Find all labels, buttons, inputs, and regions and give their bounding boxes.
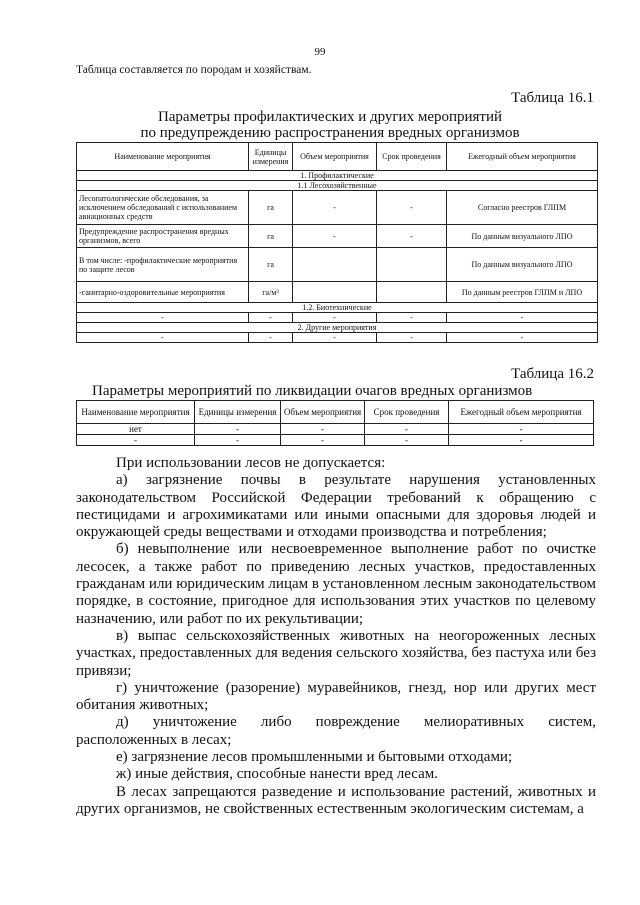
intro-text: Таблица составляется по породам и хозяйствам. <box>76 64 312 76</box>
row-cell: - <box>293 333 377 343</box>
section-biotechnical: 1.2. Биотехнические <box>77 303 598 313</box>
table-row <box>77 435 594 446</box>
row-cell: - <box>447 333 598 343</box>
header-term: Срок проведения <box>365 401 449 424</box>
table-row <box>77 248 598 282</box>
row-cell: - <box>449 424 594 435</box>
paragraph: б) невыполнение или несвоевременное выполнение работ по очистке лесосек, а также работ по приведению лесных участков, предоставленных гражданам или юридическим лицам в установленном лесным законодательством порядке, в состояние, пригодное для использования этих участков по целевому назначению, или работ по их рекультивации; <box>76 541 596 627</box>
section-other-measures: 2. Другие мероприятия <box>77 323 598 333</box>
table1-prevention-measures <box>76 142 598 343</box>
row-name: Лесопатологические обследования, за исключением обследований с использованием авиационных средств <box>77 191 249 225</box>
paragraph: ж) иные действия, способные нанести вред лесам. <box>116 766 438 783</box>
paragraph: В лесах запрещаются разведение и использование растений, животных и других организмов, не свойственных естественным экологическим системам, а <box>76 783 596 817</box>
row-cell: - <box>365 435 449 446</box>
header-measure-name: Наименование мероприятия <box>77 401 195 424</box>
row-cell: - <box>77 435 195 446</box>
row-name: -санитарно-оздоровительные мероприятия <box>77 282 249 303</box>
table1-title-line2: по предупреждению распространения вредных организмов <box>140 125 520 141</box>
paragraph: е) загрязнение лесов промышленными и бытовыми отходами; <box>116 749 513 766</box>
header-volume: Объем мероприятия <box>293 143 377 171</box>
table2-header-row <box>77 401 594 424</box>
table1-caption: Таблица 16.1 <box>511 90 594 106</box>
row-volume: - <box>293 191 377 225</box>
body-text <box>76 455 596 818</box>
row-cell: - <box>293 313 377 323</box>
table-row <box>77 282 598 303</box>
row-term: - <box>377 191 447 225</box>
table-row <box>77 333 598 343</box>
row-term: - <box>377 225 447 248</box>
row-unit: га/м³ <box>249 282 293 303</box>
section-forestry: 1.1 Лесохозяйственные <box>77 181 598 191</box>
row-cell: - <box>249 333 293 343</box>
paragraph: д) уничтожение либо повреждение мелиоративных систем, расположенных в лесах; <box>76 714 596 748</box>
row-term <box>377 282 447 303</box>
table2-elimination-measures <box>76 400 594 446</box>
header-annual-volume: Ежегодный объем мероприятия <box>447 143 598 171</box>
row-cell: - <box>365 424 449 435</box>
row-annual: По данным визуального ЛПО <box>447 225 598 248</box>
header-volume: Объем мероприятия <box>281 401 365 424</box>
row-cell: - <box>195 424 281 435</box>
row-volume: - <box>293 225 377 248</box>
header-term: Срок проведения <box>377 143 447 171</box>
table-row <box>77 191 598 225</box>
table2-title: Параметры мероприятий по ликвидации очагов вредных организмов <box>92 383 533 399</box>
row-volume <box>293 282 377 303</box>
row-name: Предупреждение распространения вредных организмов, всего <box>77 225 249 248</box>
row-name: В том числе: -профилактические мероприятия по защите лесов <box>77 248 249 282</box>
section-prophylactic: 1. Профилактические <box>77 171 598 181</box>
table1-title-line1: Параметры профилактических и других мероприятий <box>157 109 503 125</box>
row-cell: - <box>377 333 447 343</box>
row-cell: - <box>77 313 249 323</box>
row-cell: - <box>447 313 598 323</box>
header-annual-volume: Ежегодный объем мероприятия <box>449 401 594 424</box>
row-term <box>377 248 447 282</box>
header-units: Единицы измерения <box>195 401 281 424</box>
row-volume <box>293 248 377 282</box>
paragraph: а) загрязнение почвы в результате нарушения установленных законодательством Российской Федерации требований к обращению с пестицидами и агрохимикатами или иными опасными для здоровья людей и окружающей среды веществами и отходами производства и потребления; <box>76 472 596 541</box>
page-number: 99 <box>314 46 326 58</box>
table-row <box>77 424 594 435</box>
paragraph: г) уничтожение (разорение) муравейников, гнезд, нор или других мест обитания животных; <box>76 679 596 714</box>
row-cell: нет <box>77 424 195 435</box>
row-unit: га <box>249 225 293 248</box>
row-unit: га <box>249 191 293 225</box>
row-annual: Согласно реестров ГЛПМ <box>447 191 598 225</box>
row-cell: - <box>195 435 281 446</box>
table1-header-row <box>77 143 598 171</box>
header-measure-name: Наименование мероприятия <box>77 143 249 171</box>
row-cell: - <box>449 435 594 446</box>
table-row <box>77 313 598 323</box>
row-cell: - <box>281 424 365 435</box>
row-unit: га <box>249 248 293 282</box>
paragraph: в) выпас сельскохозяйственных животных на неогороженных лесных участках, предоставленных для ведения сельского хозяйства, без пастуха или без привязи; <box>76 627 596 679</box>
row-cell: - <box>281 435 365 446</box>
row-annual: По данным визуального ЛПО <box>447 248 598 282</box>
paragraph: При использовании лесов не допускается: <box>116 455 386 471</box>
row-annual: По данным реестров ГЛПМ и ЛПО <box>447 282 598 303</box>
header-units: Единицы измерения <box>249 143 293 171</box>
table-row <box>77 225 598 248</box>
row-cell: - <box>377 313 447 323</box>
table2-caption: Таблица 16.2 <box>511 366 594 382</box>
row-cell: - <box>77 333 249 343</box>
row-cell: - <box>249 313 293 323</box>
